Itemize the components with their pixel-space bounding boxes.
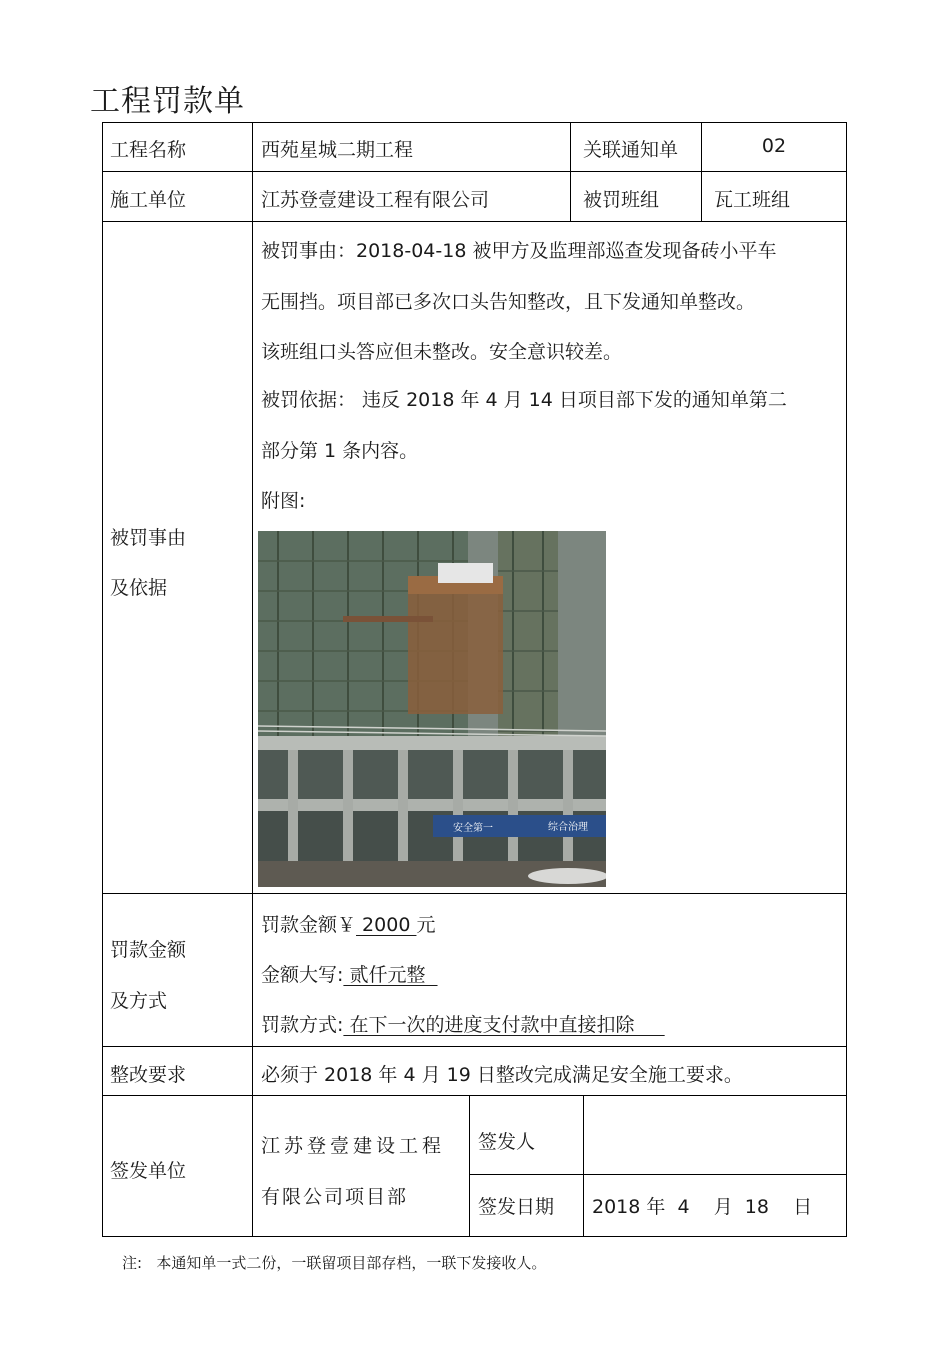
attachment-label: 附图:	[261, 490, 306, 512]
reason-line: 该班组口头答应但未整改。安全意识较差。	[261, 341, 623, 363]
project-name: 西苑星城二期工程	[261, 139, 414, 161]
issuer-org-line: 江苏登壹建设工程	[261, 1135, 446, 1157]
banner-text: 安全第一	[453, 823, 493, 834]
reason-line: 被罚依据： 违反 2018 年 4 月 14 日项目部下发的通知单第二	[261, 389, 787, 411]
notice-number: 02	[761, 135, 787, 157]
fine-amount: 2000	[356, 914, 417, 936]
penalized-team: 瓦工班组	[714, 189, 791, 211]
reason-line: 被罚事由：2018-04-18 被甲方及监理部巡查发现备砖小平车	[261, 240, 777, 262]
label-fine-2: 及方式	[110, 990, 168, 1012]
reason-line: 无围挡。项目部已多次口头告知整改，且下发通知单整改。	[261, 291, 756, 313]
label-reason-1: 被罚事由	[110, 527, 187, 549]
label-project-name: 工程名称	[110, 139, 187, 161]
issue-date: 2018 年 4 月 18 日	[592, 1196, 813, 1218]
fine-upper: 贰仟元整	[343, 964, 438, 986]
fine-amount-line	[261, 910, 435, 937]
fine-method-line	[261, 1010, 665, 1037]
construction-unit: 江苏登壹建设工程有限公司	[261, 189, 490, 211]
label-signer: 签发人	[478, 1131, 536, 1153]
fine-method: 在下一次的进度支付款中直接扣除	[343, 1014, 665, 1036]
label-unit: 施工单位	[110, 189, 187, 211]
page-title: 工程罚款单	[90, 84, 245, 119]
fine-upper-line	[261, 960, 438, 987]
fine-amount-prefix: 罚款金额￥	[261, 914, 357, 936]
label-fine-1: 罚款金额	[110, 939, 187, 961]
label-notice: 关联通知单	[583, 139, 679, 161]
label-issue-date: 签发日期	[478, 1196, 555, 1218]
label-issuer-unit: 签发单位	[110, 1160, 187, 1182]
fine-method-prefix: 罚款方式:	[261, 1014, 344, 1036]
label-team: 被罚班组	[583, 189, 660, 211]
issuer-org-line: 有限公司项目部	[261, 1186, 409, 1208]
label-rectify: 整改要求	[110, 1064, 187, 1086]
fine-upper-prefix: 金额大写:	[261, 964, 344, 986]
rectify-requirement: 必须于 2018 年 4 月 19 日整改完成满足安全施工要求。	[261, 1064, 743, 1086]
footnote: 注: 本通知单一式二份，一联留项目部存档，一联下发接收人。	[122, 1254, 547, 1272]
fine-amount-suffix: 元	[416, 914, 436, 936]
reason-line: 部分第 1 条内容。	[261, 440, 419, 462]
label-reason-2: 及依据	[110, 577, 168, 599]
banner-text: 综合治理	[548, 822, 588, 833]
site-photo	[258, 531, 606, 887]
